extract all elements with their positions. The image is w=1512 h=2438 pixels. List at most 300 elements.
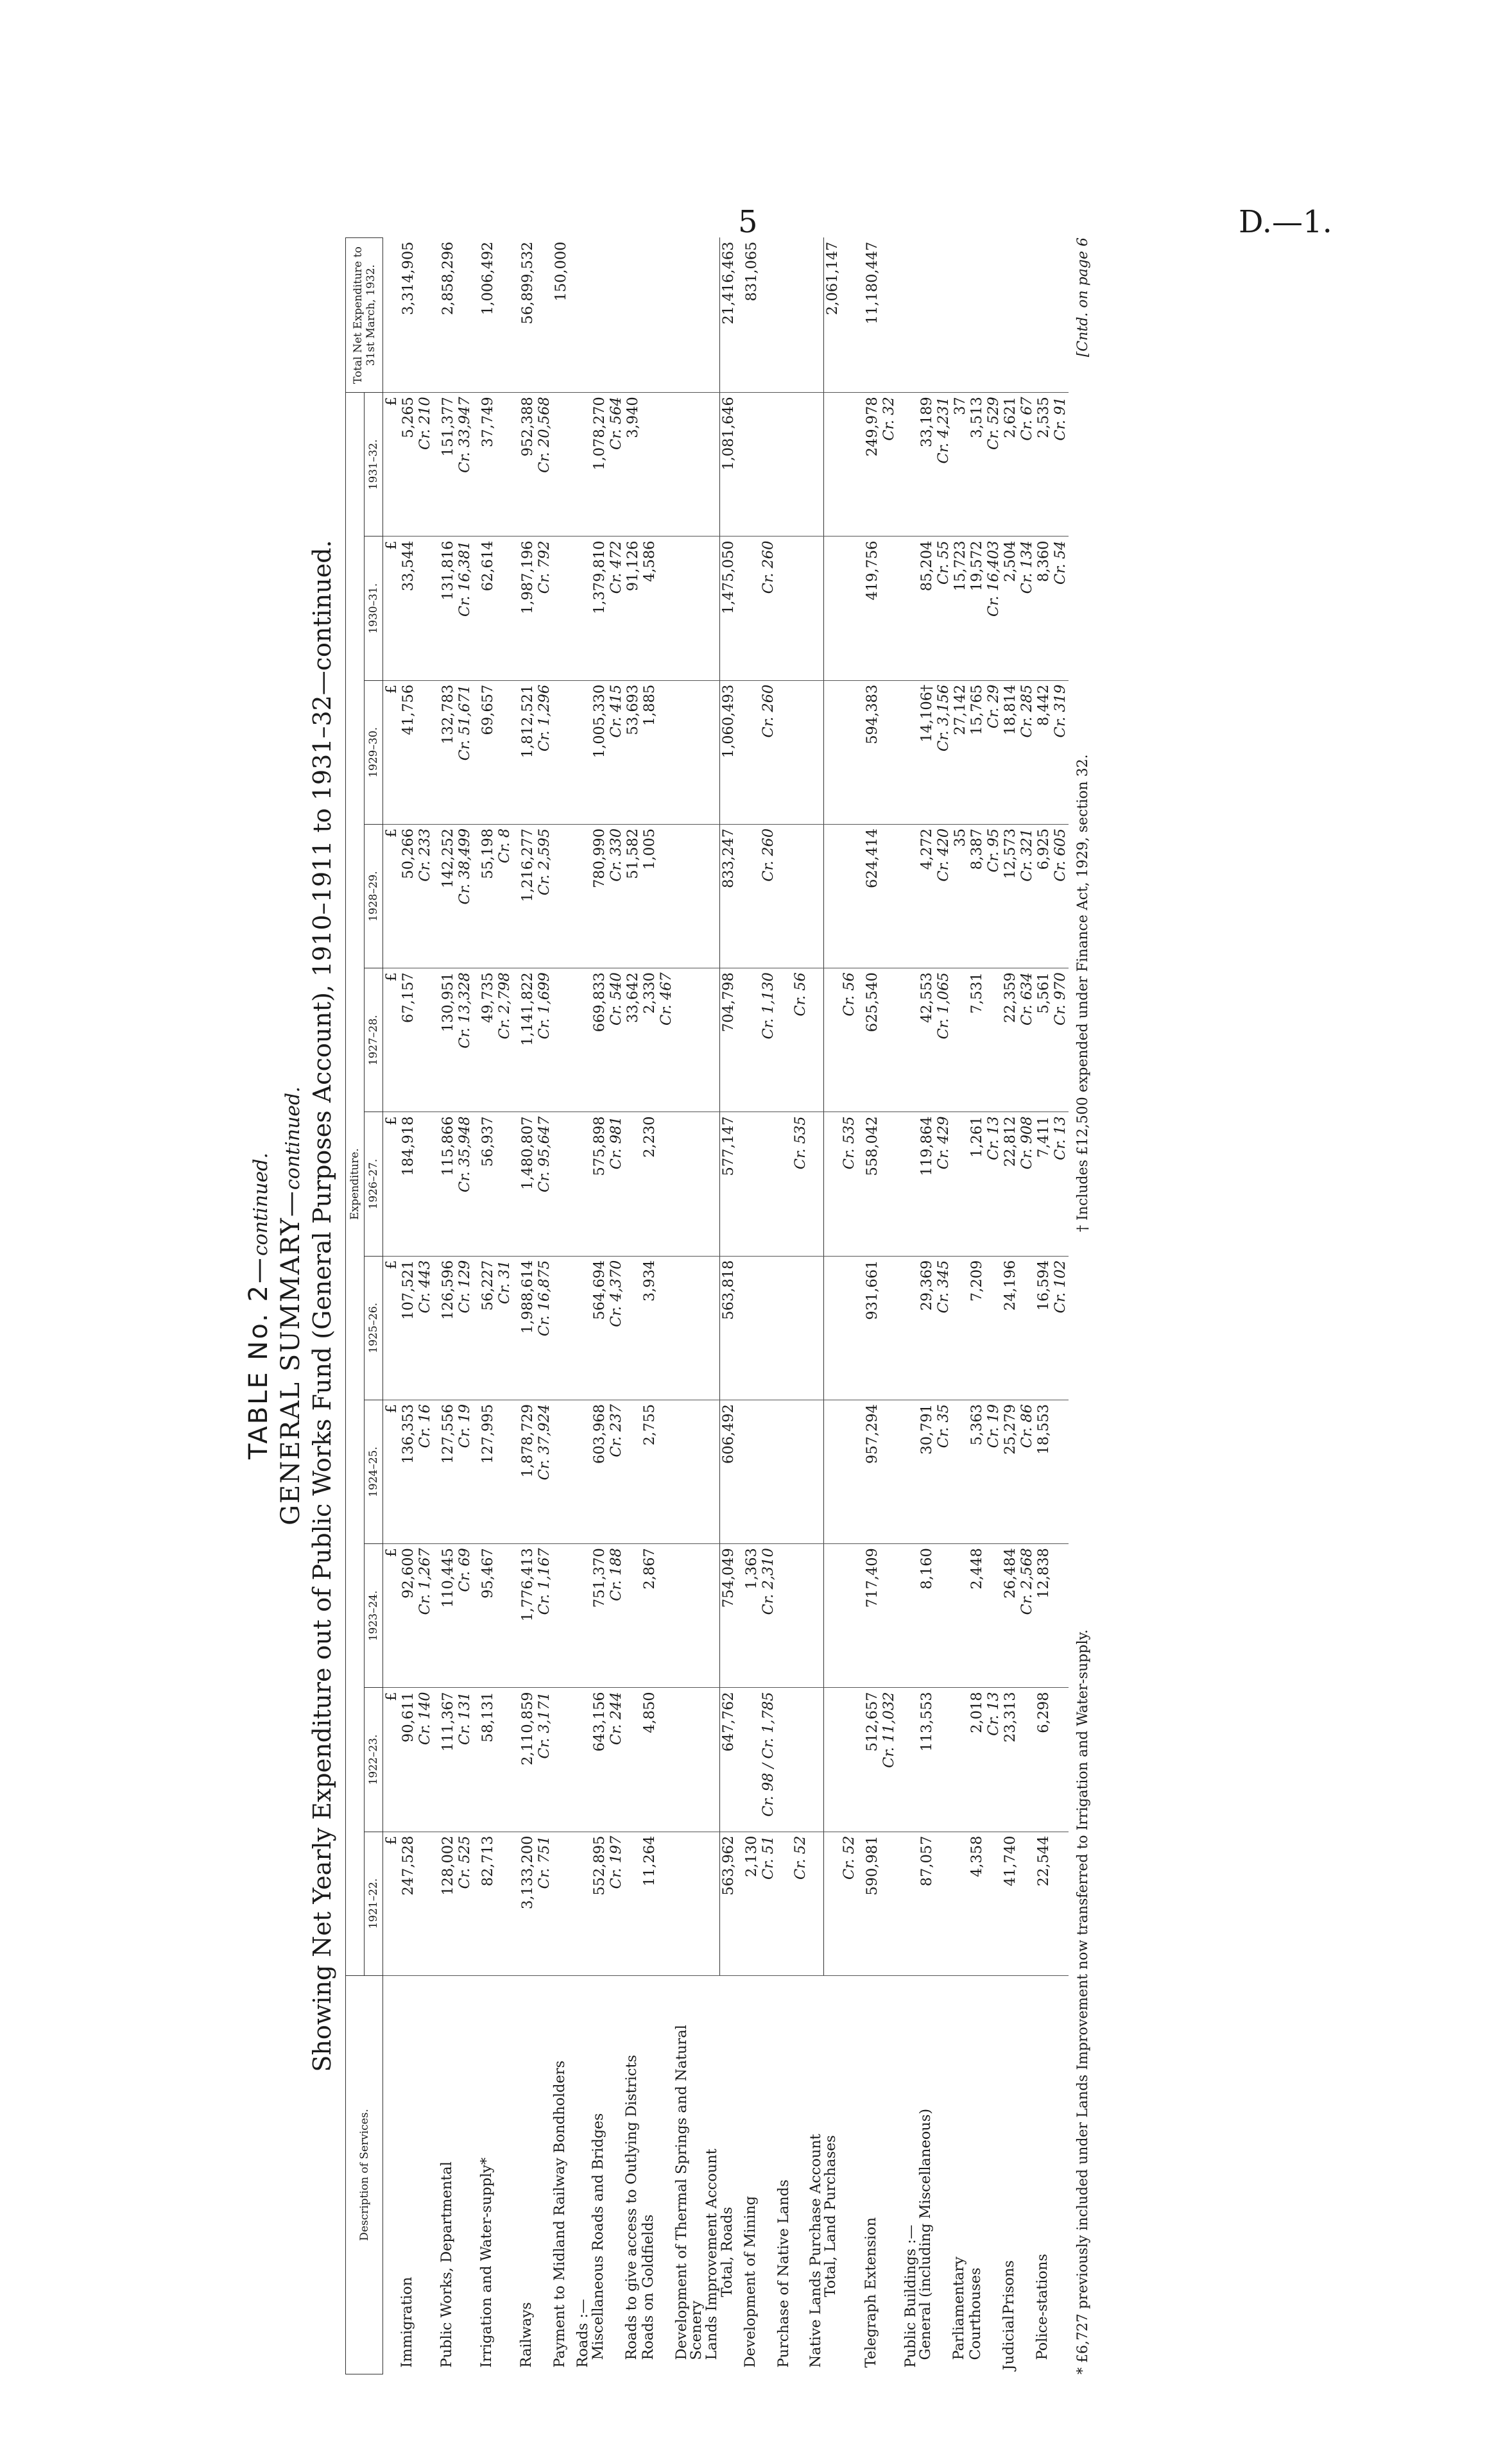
- cell-value: 1,988,614: [519, 1256, 536, 1400]
- cell-value: 704,798: [720, 968, 737, 1112]
- cell-value: 594,383: [864, 680, 881, 824]
- spacer-row: [897, 238, 904, 2374]
- cell-total: 1,006,492: [479, 238, 496, 393]
- total-header: Total Net Expenditure to 31st March, 1932.: [346, 238, 383, 393]
- cell-value: 67,157: [400, 968, 417, 1112]
- cell-value: 1,078,270: [591, 393, 608, 537]
- cell-value: [777, 1832, 792, 1975]
- cell-credit: [792, 1544, 809, 1688]
- cell-total: 56,899,532: [519, 238, 536, 393]
- cell-value: [904, 1544, 919, 1688]
- cell-credit: Cr. 131: [456, 1688, 473, 1832]
- cell-value: [777, 393, 792, 537]
- cell-credit: [881, 1544, 897, 1688]
- cell-total: [591, 238, 608, 393]
- credit-row-native-lands: [792, 238, 809, 2374]
- cell-credit: Cr. 525: [456, 1832, 473, 1975]
- cell-credit: Cr. 2,798: [496, 968, 513, 1112]
- cell-credit: Cr. 260: [760, 680, 777, 824]
- cell-value: 5,363: [968, 1400, 985, 1543]
- cell-total: 2,858,296: [440, 238, 456, 393]
- cell-value: 552,895: [591, 1832, 608, 1975]
- cell-value: [777, 824, 792, 968]
- cell-value: [624, 1688, 641, 1832]
- cell-credit: Cr. 981: [608, 1112, 624, 1256]
- cell-credit: Cr. 13: [985, 1112, 1002, 1256]
- cell-credit: [881, 824, 897, 968]
- cell-credit: [1052, 1544, 1069, 1688]
- cell-value: [705, 1688, 720, 1832]
- spacer-row: [513, 238, 519, 2374]
- cell-value: [624, 1544, 641, 1688]
- cell-credit: [881, 1832, 897, 1975]
- row-pb-general: [918, 238, 935, 2374]
- cell-value: 111,367: [440, 1688, 456, 1832]
- footnote-lands-improvement: * £6,727 previously included under Lands Improvement now transferred to Irrigation and Water-supply.: [1075, 1629, 1092, 2374]
- cell-value: 18,814: [1002, 680, 1018, 824]
- cell-credit: Cr. 38,499: [456, 824, 473, 968]
- cell-value: 512,657: [864, 1688, 881, 1832]
- cell-credit: Cr. 237: [608, 1400, 624, 1543]
- cell-value: 563,818: [720, 1256, 737, 1400]
- cell-credit: Cr. 16,875: [536, 1256, 553, 1400]
- cell-value: 127,995: [479, 1400, 496, 1543]
- table-subtitle: Showing Net Yearly Expenditure out of Public Works Fund (General Purposes Account), 1910–1911 to 1931–32—continued.: [308, 540, 336, 2072]
- cell-value: [823, 680, 841, 824]
- cell-credit: [792, 393, 809, 537]
- row-label-spacer: [985, 1975, 1002, 2374]
- cell-value: 6,298: [1035, 1688, 1052, 1832]
- cell-value: 780,990: [591, 824, 608, 968]
- cell-value: 624,414: [864, 824, 881, 968]
- cell-value: [823, 393, 841, 537]
- cell-credit: Cr. 13: [1052, 1112, 1069, 1256]
- cell-value: 127,556: [440, 1400, 456, 1543]
- row-label: Public Works, Departmental: [438, 2161, 455, 2368]
- spacer-row: [433, 238, 440, 2374]
- table-body: [383, 238, 1069, 2374]
- cell-value: [777, 680, 792, 824]
- cell-value: 115,866: [440, 1112, 456, 1256]
- cell-credit: Cr. 52: [841, 1832, 857, 1975]
- row-label: Miscellaneous Roads and Bridges: [589, 2113, 606, 2360]
- credit-row-pb-prisons: [1018, 238, 1035, 2374]
- row-label-spacer: [792, 1975, 809, 2374]
- cell-value: 19,572: [968, 537, 985, 680]
- cell-credit: [658, 1400, 674, 1543]
- cell-value: 247,528: [400, 1832, 417, 1975]
- cell-value: 107,521: [400, 1256, 417, 1400]
- cell-credit: [658, 1256, 674, 1400]
- cell-credit: Cr. 29: [985, 680, 1002, 824]
- cell-credit: Cr. 32: [881, 393, 897, 537]
- cell-value: [904, 1256, 919, 1400]
- cell-total-spacer: [841, 238, 857, 393]
- cell-total-spacer: [608, 238, 624, 393]
- currency-symbol: £: [383, 537, 400, 680]
- cell-credit: [496, 1832, 513, 1975]
- cell-credit: Cr. 13,328: [456, 968, 473, 1112]
- row-irrigation: [479, 238, 496, 2374]
- cell-value: [576, 1832, 591, 1975]
- row-label-spacer: [456, 1975, 473, 2374]
- cell-value: 1,480,807: [519, 1112, 536, 1256]
- cell-credit: Cr. 52: [792, 1832, 809, 1975]
- row-roads-goldfields: [641, 238, 658, 2374]
- cell-value: 2,755: [641, 1400, 658, 1543]
- cell-value: [553, 1400, 569, 1543]
- cell-value: [743, 968, 760, 1112]
- row-label-spacer: [1052, 1975, 1069, 2374]
- cell-credit: Cr. 13: [985, 1688, 1002, 1832]
- cell-credit: Cr. 19: [456, 1400, 473, 1543]
- cell-credit: Cr. 129: [456, 1256, 473, 1400]
- row-label-text: Prisons: [1001, 2260, 1018, 2315]
- currency-symbol: £: [383, 1400, 400, 1543]
- cell-credit: [881, 968, 897, 1112]
- cell-credit: [881, 1112, 897, 1256]
- credit-row-mining: [760, 238, 777, 2374]
- cell-value: 563,962: [720, 1832, 737, 1975]
- credit-row-roads-misc: [608, 238, 624, 2374]
- cell-credit: [841, 680, 857, 824]
- cell-credit: Cr. 86: [1018, 1400, 1035, 1543]
- table-number-title: TABLE No. 2—continued.: [244, 1153, 273, 1459]
- cell-value: [904, 393, 919, 537]
- cell-value: 22,812: [1002, 1112, 1018, 1256]
- cell-value: 1,363: [743, 1544, 760, 1688]
- cell-credit: Cr. 3,171: [536, 1688, 553, 1832]
- cell-credit: Cr. 429: [935, 1112, 952, 1256]
- cell-value: [705, 824, 720, 968]
- cell-credit: [841, 1400, 857, 1543]
- credit-row-total-land: [841, 238, 857, 2374]
- cell-value: 29,369: [918, 1256, 935, 1400]
- row-pw-dept: [440, 238, 456, 2374]
- cell-value: 5,561: [1035, 968, 1052, 1112]
- cell-value: [952, 968, 968, 1112]
- cell-total: [1035, 238, 1052, 393]
- cell-credit: [841, 1544, 857, 1688]
- cell-value: [576, 1688, 591, 1832]
- expenditure-header: Expenditure.: [346, 393, 365, 1976]
- credit-row-pw-dept: [456, 238, 473, 2374]
- cell-value: [705, 1832, 720, 1975]
- cell-value: [904, 1400, 919, 1543]
- cell-value: 33,189: [918, 393, 935, 537]
- cell-value: 1,081,646: [720, 393, 737, 537]
- cell-credit: [760, 1400, 777, 1543]
- cell-value: [743, 1688, 760, 1832]
- row-pb-parliamentary: [952, 238, 968, 2374]
- cell-credit: Cr. 751: [536, 1832, 553, 1975]
- cell-value: 22,359: [1002, 968, 1018, 1112]
- cell-credit: Cr. 1,065: [935, 968, 952, 1112]
- cell-total-spacer: [985, 238, 1002, 393]
- continued-note: [Cntd. on page 6: [1075, 237, 1092, 357]
- cell-value: 110,445: [440, 1544, 456, 1688]
- cell-credit: [658, 824, 674, 968]
- cell-value: 113,553: [918, 1688, 935, 1832]
- cell-value: [809, 824, 824, 968]
- currency-symbol: £: [383, 968, 400, 1112]
- year-header: 1924–25.: [365, 1400, 383, 1543]
- cell-credit: Cr. 37,924: [536, 1400, 553, 1543]
- cell-value: 126,596: [440, 1256, 456, 1400]
- cell-credit: Cr. 415: [608, 680, 624, 824]
- cell-credit: [841, 537, 857, 680]
- cell-credit: Cr. 20,568: [536, 393, 553, 537]
- cell-credit: [881, 1400, 897, 1543]
- cell-credit: Cr. 35: [935, 1400, 952, 1543]
- cell-value: 33,544: [400, 537, 417, 680]
- cell-value: 55,198: [479, 824, 496, 968]
- cell-value: [823, 1544, 841, 1688]
- cell-value: [823, 1832, 841, 1975]
- cell-total-spacer: [536, 238, 553, 393]
- row-label-spacer: [496, 1975, 513, 2374]
- currency-symbol: £: [383, 1256, 400, 1400]
- cell-credit: [841, 1688, 857, 1832]
- cell-value: [809, 1544, 824, 1688]
- cell-value: 1,005: [641, 824, 658, 968]
- cell-total: [968, 238, 985, 393]
- cell-value: [674, 1256, 705, 1400]
- cell-value: [624, 1112, 641, 1256]
- cell-credit: [985, 1832, 1002, 1975]
- cell-credit: [792, 1688, 809, 1832]
- cell-credit: Cr. 16: [417, 1400, 433, 1543]
- cell-value: [576, 1256, 591, 1400]
- row-total-land: [823, 238, 841, 2374]
- cell-credit: [496, 537, 513, 680]
- row-pb-police: [1035, 238, 1052, 2374]
- cell-credit: Cr. 134: [1018, 537, 1035, 680]
- row-label: Roads on Goldfields: [639, 2214, 657, 2360]
- cell-value: [576, 537, 591, 680]
- cell-credit: Cr. 1,296: [536, 680, 553, 824]
- cell-value: 58,131: [479, 1688, 496, 1832]
- cell-value: [674, 968, 705, 1112]
- cell-value: [809, 537, 824, 680]
- cell-credit: Cr. 140: [417, 1688, 433, 1832]
- row-label: Development of Thermal Springs and Natural Scenery: [673, 2025, 705, 2360]
- currency-symbol: £: [383, 1544, 400, 1688]
- cell-value: 419,756: [864, 537, 881, 680]
- row-pb-head: [904, 238, 919, 2374]
- cell-value: 132,783: [440, 680, 456, 824]
- cell-value: [553, 393, 569, 537]
- row-label: Total, Land Purchases: [822, 2135, 839, 2297]
- cell-value: 1,141,822: [519, 968, 536, 1112]
- cell-credit: Cr. 95: [985, 824, 1002, 968]
- cell-total: [904, 238, 919, 393]
- cell-value: 130,951: [440, 968, 456, 1112]
- cell-total-spacer: [456, 238, 473, 393]
- cell-value: 7,531: [968, 968, 985, 1112]
- cell-value: 2,230: [641, 1112, 658, 1256]
- cell-value: [743, 824, 760, 968]
- cell-value: 23,313: [1002, 1688, 1018, 1832]
- cell-value: 4,272: [918, 824, 935, 968]
- cell-total: [705, 238, 720, 393]
- cell-value: [823, 537, 841, 680]
- row-native-lands-account: [809, 238, 824, 2374]
- cell-value: 56,227: [479, 1256, 496, 1400]
- cell-value: 128,002: [440, 1832, 456, 1975]
- cell-value: 142,252: [440, 824, 456, 968]
- cell-value: [743, 1256, 760, 1400]
- credit-row-immigration: [417, 238, 433, 2374]
- cell-credit: [658, 1688, 674, 1832]
- cell-value: [823, 824, 841, 968]
- cell-value: 11,264: [641, 1832, 658, 1975]
- row-thermal: [674, 238, 705, 2374]
- cell-total: 3,314,905: [400, 238, 417, 393]
- cell-value: [823, 1112, 841, 1256]
- cell-value: 82,713: [479, 1832, 496, 1975]
- cell-total: [777, 238, 792, 393]
- cell-credit: Cr. 1,699: [536, 968, 553, 1112]
- cell-value: 606,492: [720, 1400, 737, 1543]
- cell-value: [952, 1112, 968, 1256]
- cell-value: [576, 393, 591, 537]
- cell-credit: [985, 1256, 1002, 1400]
- cell-credit: [496, 1112, 513, 1256]
- cell-value: 87,057: [918, 1832, 935, 1975]
- cell-total: [1002, 238, 1018, 393]
- row-roads-head: [576, 238, 591, 2374]
- cell-value: 2,110,859: [519, 1688, 536, 1832]
- cell-value: [809, 1112, 824, 1256]
- cell-credit: Cr. 472: [608, 537, 624, 680]
- cell-credit: Cr. 634: [1018, 968, 1035, 1112]
- cell-credit: Cr. 4,231: [935, 393, 952, 537]
- document-reference: D.—1.: [1239, 204, 1332, 240]
- cell-value: 643,156: [591, 1688, 608, 1832]
- cell-value: [743, 1112, 760, 1256]
- row-label: Roads to give access to Outlying Districts: [623, 2054, 640, 2360]
- cell-total-spacer: [496, 238, 513, 393]
- cell-value: [743, 680, 760, 824]
- cell-credit: Cr. 564: [608, 393, 624, 537]
- cell-credit: Cr. 19: [985, 1400, 1002, 1543]
- cell-credit: Cr. 244: [608, 1688, 624, 1832]
- cell-credit: [658, 1112, 674, 1256]
- cell-value: [777, 968, 792, 1112]
- cell-credit: Cr. 321: [1018, 824, 1035, 968]
- cell-value: 4,850: [641, 1688, 658, 1832]
- cell-value: [624, 1832, 641, 1975]
- cell-credit: Cr. 2,595: [536, 824, 553, 968]
- cell-value: [624, 1256, 641, 1400]
- cell-value: 249,978: [864, 393, 881, 537]
- cell-value: 151,377: [440, 393, 456, 537]
- cell-value: 1,216,277: [519, 824, 536, 968]
- cell-value: 754,049: [720, 1544, 737, 1688]
- row-railways: [519, 238, 536, 2374]
- cell-value: 91,126: [624, 537, 641, 680]
- currency-symbol: £: [383, 680, 400, 824]
- cell-value: 952,388: [519, 393, 536, 537]
- rotated-table-page: [244, 237, 1373, 2374]
- cell-value: [705, 537, 720, 680]
- row-label-spacer: [658, 1975, 674, 2374]
- year-header: 1928–29.: [365, 824, 383, 968]
- cell-total: 2,061,147: [823, 238, 841, 393]
- cell-value: [904, 1112, 919, 1256]
- cell-credit: [881, 680, 897, 824]
- cell-credit: Cr. 11,032: [881, 1688, 897, 1832]
- cell-value: 56,937: [479, 1112, 496, 1256]
- spacer-row: [857, 238, 864, 2374]
- cell-credit: [496, 680, 513, 824]
- cell-value: 3,513: [968, 393, 985, 537]
- cell-credit: Cr. 2,310: [760, 1544, 777, 1688]
- year-header: 1931–32.: [365, 393, 383, 537]
- cell-value: 1,987,196: [519, 537, 536, 680]
- cell-credit: Cr. 535: [841, 1112, 857, 1256]
- cell-credit: Cr. 16,403: [985, 537, 1002, 680]
- cell-value: 131,816: [440, 537, 456, 680]
- cell-value: [777, 1400, 792, 1543]
- row-pb-courthouses: [968, 238, 985, 2374]
- cell-value: 8,360: [1035, 537, 1052, 680]
- cell-credit: [658, 393, 674, 537]
- row-label: Immigration: [399, 2276, 415, 2368]
- cell-credit: [417, 1832, 433, 1975]
- cell-value: 2,504: [1002, 537, 1018, 680]
- cell-total-spacer: [935, 238, 952, 393]
- cell-credit: [760, 1256, 777, 1400]
- currency-symbol: £: [383, 1832, 400, 1975]
- cell-credit: Cr. 188: [608, 1544, 624, 1688]
- cell-credit: Cr. 420: [935, 824, 952, 968]
- currency-row: [383, 238, 400, 2374]
- cell-value: 1,878,729: [519, 1400, 536, 1543]
- cell-value: [809, 393, 824, 537]
- cell-value: 1,885: [641, 680, 658, 824]
- credit-row-pb-courthouses: [985, 238, 1002, 2374]
- cell-total-spacer: [1018, 238, 1035, 393]
- cell-value: [777, 1112, 792, 1256]
- cell-value: [705, 393, 720, 537]
- cell-credit: [935, 1688, 952, 1832]
- cell-value: 1,005,330: [591, 680, 608, 824]
- cell-value: 1,776,413: [519, 1544, 536, 1688]
- year-header: 1925–26.: [365, 1256, 383, 1400]
- cell-credit: Cr. 2,568: [1018, 1544, 1035, 1688]
- cell-value: 558,042: [864, 1112, 881, 1256]
- cell-value: [674, 537, 705, 680]
- cell-credit: [1018, 1256, 1035, 1400]
- cell-credit: [792, 680, 809, 824]
- cell-value: [823, 1688, 841, 1832]
- cell-credit: [792, 824, 809, 968]
- cell-credit: Cr. 529: [985, 393, 1002, 537]
- cell-value: [705, 1112, 720, 1256]
- cell-credit: Cr. 102: [1052, 1256, 1069, 1400]
- year-header: 1923–24.: [365, 1544, 383, 1688]
- cell-value: [809, 1400, 824, 1543]
- cell-value: [553, 1256, 569, 1400]
- year-header: 1927–28.: [365, 968, 383, 1112]
- row-label-spacer: [841, 1975, 857, 2374]
- cell-credit: Cr. 56: [841, 968, 857, 1112]
- cell-value: 15,765: [968, 680, 985, 824]
- currency-symbol: £: [383, 824, 400, 968]
- row-label: Railways: [518, 2302, 535, 2368]
